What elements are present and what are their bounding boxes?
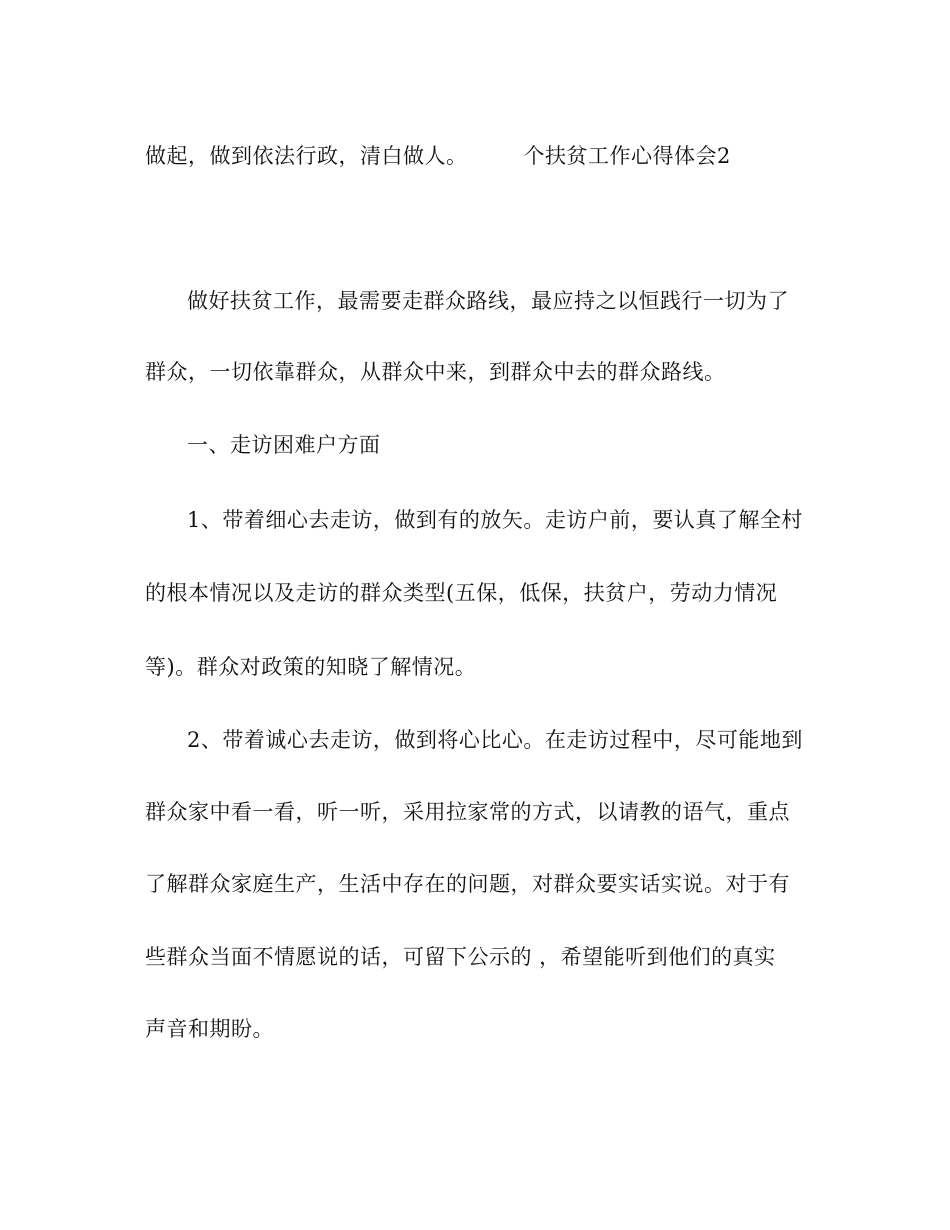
text-line: 1、带着细心去走访，做到有的放矢。走访户前，要认真了解全村 [187, 508, 803, 532]
subheading: 一、走访困难户方面 [187, 433, 381, 457]
text-line: 群众，一切依靠群众，从群众中来，到群众中去的群众路线。 [145, 360, 726, 384]
text-line: 的根本情况以及走访的群众类型(五保，低保，扶贫户，劳动力情况 [145, 581, 778, 605]
text-line: 些群众当面不情愿说的话，可留下公示的 ，希望能听到他们的真实 [145, 945, 776, 969]
text-line: 做好扶贫工作，最需要走群众路线，最应持之以恒践行一切为了 [187, 289, 789, 313]
section-heading: 个扶贫工作心得体会2 [523, 144, 731, 168]
text-line: 声音和期盼。 [145, 1017, 274, 1041]
text-line: 等)。群众对政策的知晓了解情况。 [145, 655, 477, 679]
text-line [145, 141, 825, 171]
text-line: 了解群众家庭生产，生活中存在的问题，对群众要实话实说。对于有 [145, 872, 790, 896]
text-line: 群众家中看一看，听一听，采用拉家常的方式，以请教的语气，重点 [145, 800, 790, 824]
text-line: 2、带着诚心去走访，做到将心比心。在走访过程中，尽可能地到 [187, 728, 803, 752]
text-segment: 做起，做到依法行政，清白做人。 [145, 144, 468, 168]
